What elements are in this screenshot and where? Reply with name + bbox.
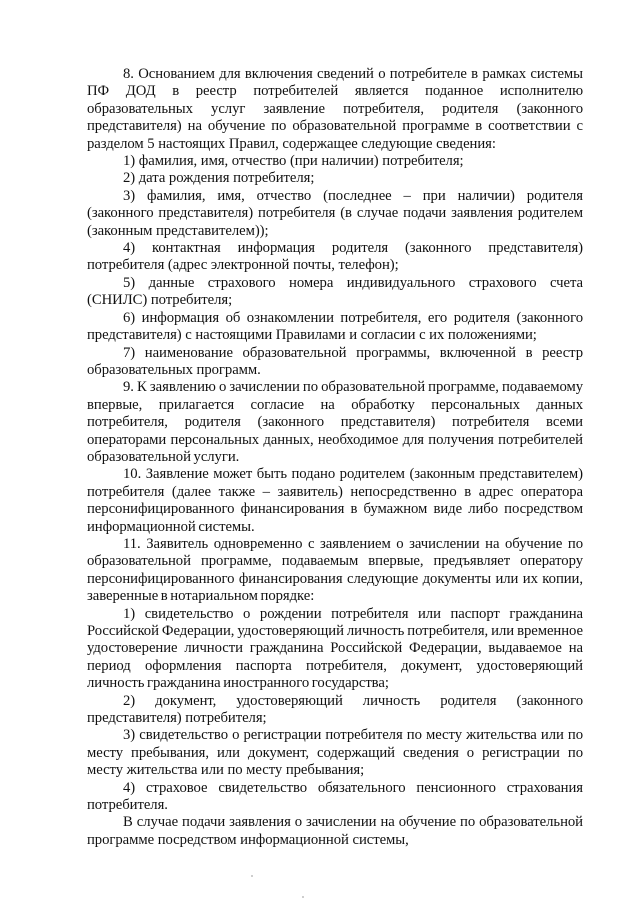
list-item-1: 1) фамилия, имя, отчество (при наличии) потребителя; [123, 153, 464, 170]
electronic-submission-paragraph: В случае подачи заявления о зачислении на обучение по образовательной программе посредством информационной системы, [87, 814, 583, 848]
paragraph-10: 10. Заявление может быть подано родителем (законным представителем) потребителя (далее также – заявитель) непосредственно в адрес оператора персонифицированного финансирования в бумажном виде либо посредством информационной системы. [87, 466, 583, 535]
document-item-2: 2) документ, удостоверяющий личность родителя (законного представителя) потребителя; [87, 692, 583, 727]
document-item-3: 3) свидетельство о регистрации потребителя по месту жительства или по месту пребывания, или документ, содержащий сведения о регистрации по месту жительства или по месту пребывания; [87, 727, 583, 779]
list-item-2: 2) дата рождения потребителя; [123, 170, 315, 187]
list-item-7: 7) наименование образовательной программы, включенной в реестр образовательных программ. [87, 344, 583, 378]
document-text [87, 66, 583, 849]
document-item-1: 1) свидетельство о рождении потребителя или паспорт гражданина Российской Федерации, удостоверяющий личность потребителя, или временное удостоверение личности гражданина Российской Федерации, выдаваемое на период оформления паспорта потребителя, документ, удостоверяющий личность гражданина иностранного государства; [87, 605, 583, 692]
list-item-5: 5) данные страхового номера индивидуального страхового счета (СНИЛС) потребителя; [87, 274, 583, 309]
paragraph-8: 8. Основанием для включения сведений о потребителе в рамках системы ПФ ДОД в реестр потребителей является поданное исполнителю образовательных услуг заявление потребителя, родителя (законного представителя) на обучение по образовательной программе в соответствии с разделом 5 настоящих Правил, содержащее следующие сведения: [87, 66, 583, 152]
paragraph-9: 9. К заявлению о зачислении по образовательной программе, подаваемому впервые, прилагается согласие на обработку персональных данных потребителя, родителя (законного представителя) потребителя всеми операторами персональных данных, необходимое для получения потребителей образовательной услуги. [87, 379, 583, 465]
scan-mark [251, 875, 253, 877]
list-item-4: 4) контактная информация родителя (законного представителя) потребителя (адрес электронной почты, телефон); [87, 240, 583, 274]
paragraph-11: 11. Заявитель одновременно с заявлением о зачислении на обучение по образовательной программе, подаваемым впервые, предъявляет оператору персонифицированного финансирования следующие документы или их копии, заверенные в нотариальном порядке: [87, 535, 583, 605]
list-item-6: 6) информация об ознакомлении потребителя, его родителя (законного представителя) с настоящими Правилами и согласии с их положениями; [87, 309, 583, 344]
document-item-4: 4) страховое свидетельство обязательного пенсионного страхования потребителя. [87, 779, 583, 814]
list-item-3: 3) фамилия, имя, отчество (последнее – при наличии) родителя (законного представителя) потребителя (в случае подачи заявления родителем (законным представителем)); [87, 187, 583, 239]
scan-mark [302, 896, 304, 898]
